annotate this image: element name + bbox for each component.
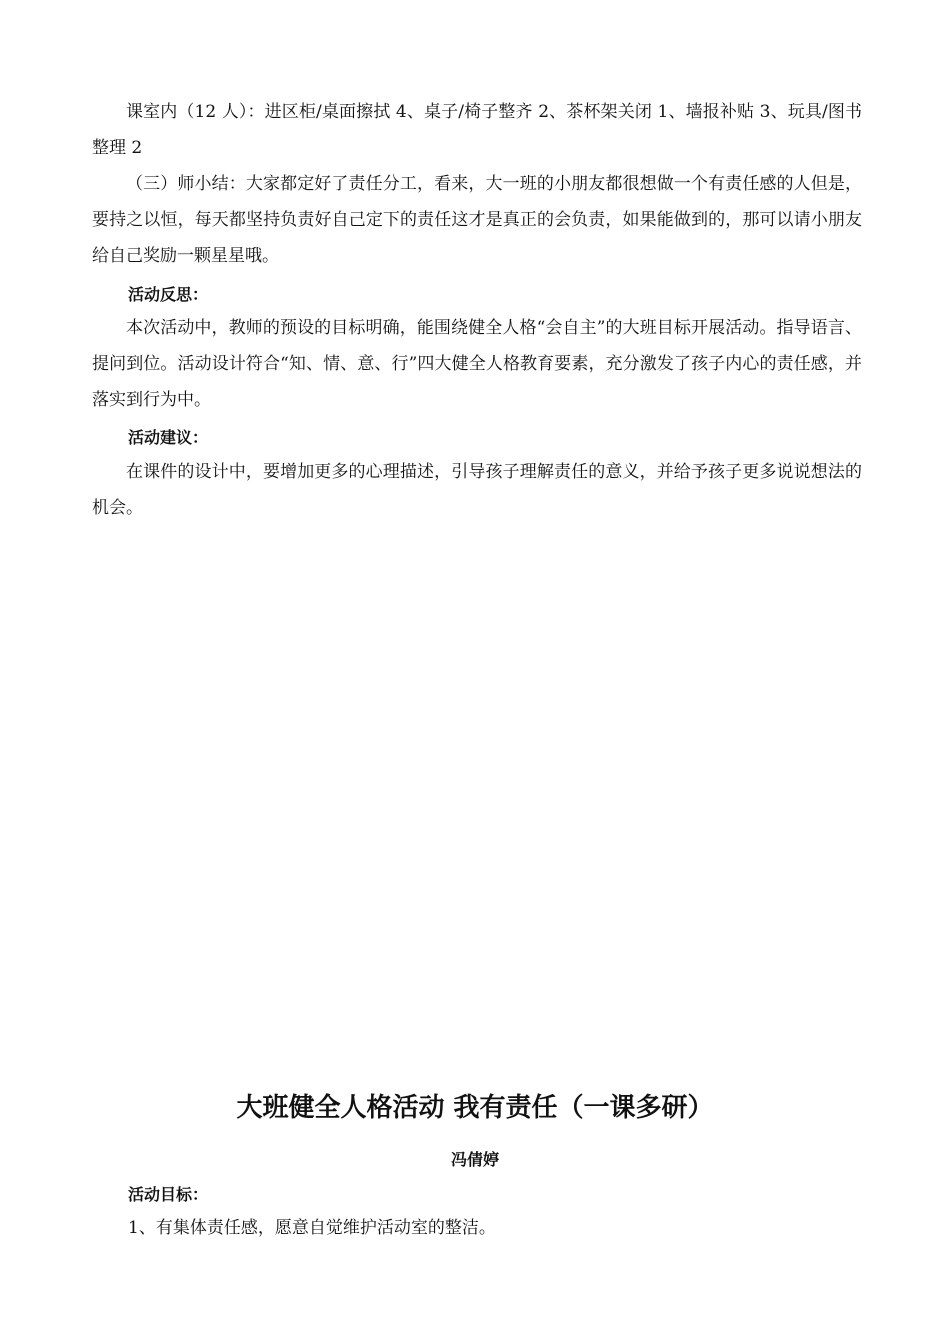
- paragraph-teacher-summary: （三）师小结：大家都定好了责任分工，看来，大一班的小朋友都很想做一个有责任感的人但是，要持之以恒，每天都坚持负责好自己定下的责任这才是真正的会负责，如果能做到的，那可以请小朋友给自己奖励一颗星星哦。: [92, 174, 862, 266]
- paragraph-classroom-duties: 课室内（12 人）：进区柜/桌面擦拭 4、桌子/椅子整齐 2、茶杯架关闭 1、墙报补贴 3、玩具/图书整理 2: [92, 102, 862, 158]
- goal-item-1: 1、有集体责任感，愿意自觉维护活动室的整洁。: [128, 1218, 496, 1238]
- suggestion-paragraph: 在课件的设计中，要增加更多的心理描述，引导孩子理解责任的意义，并给予孩子更多说说想法的机会。: [92, 462, 862, 518]
- suggestion-heading: 活动建议：: [128, 428, 209, 447]
- reflection-paragraph: 本次活动中，教师的预设的目标明确，能围绕健全人格“会自主”的大班目标开展活动。指导语言、提问到位。活动设计符合“知、情、意、行”四大健全人格教育要素，充分激发了孩子内心的责任感，并落实到行为中。: [92, 318, 862, 410]
- goals-heading: 活动目标：: [128, 1185, 209, 1204]
- page-title: 大班健全人格活动 我有责任（一课多研）: [236, 1093, 714, 1123]
- author-name: 冯倩婷: [450, 1150, 499, 1169]
- reflection-heading: 活动反思：: [128, 285, 209, 304]
